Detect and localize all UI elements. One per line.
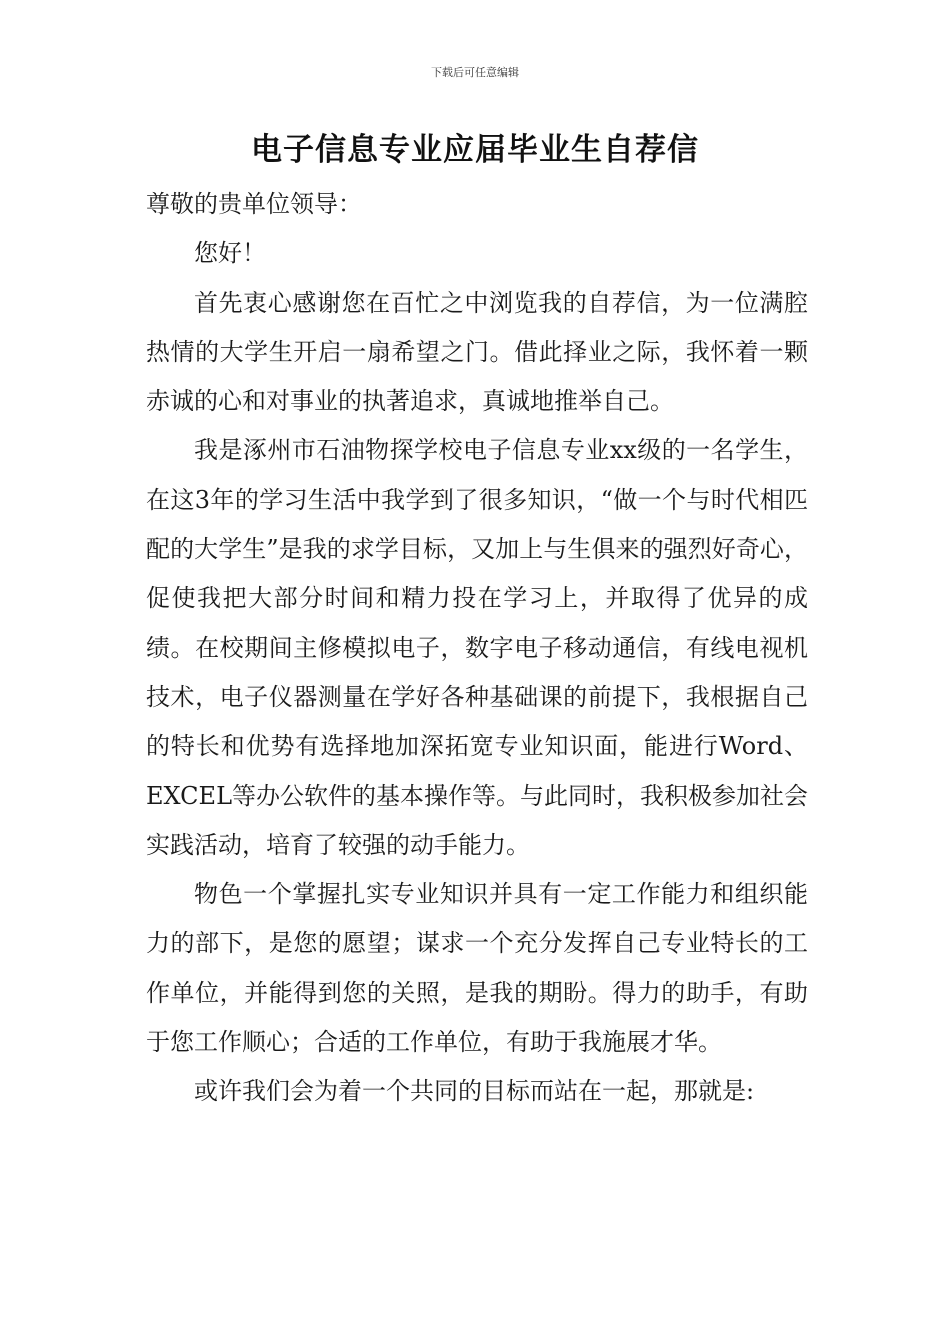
paragraph-intro: 首先衷心感谢您在百忙之中浏览我的自荐信，为一位满腔热情的大学生开启一扇希望之门。借此择业之际，我怀着一颗赤诚的心和对事业的执著追求，真诚地推举自己。 <box>146 288 808 416</box>
paragraph-closing-start: 或许我们会为着一个共同的目标而站在一起，那就是: <box>194 1077 755 1106</box>
letter-body <box>146 180 808 1117</box>
header-note: 下载后可任意编辑 <box>431 66 519 79</box>
paragraph-aspiration: 物色一个掌握扎实专业知识并具有一定工作能力和组织能力的部下，是您的愿望；谋求一个充分发挥自己专业特长的工作单位，并能得到您的关照，是我的期盼。得力的助手，有助于您工作顺心；合适的工作单位，有助于我施展才华。 <box>146 880 808 1057</box>
document-title: 电子信息专业应届毕业生自荐信 <box>251 132 699 168</box>
salutation: 尊敬的贵单位领导： <box>146 190 362 218</box>
greeting: 您好！ <box>194 239 266 268</box>
paragraph-background: 我是涿州市石油物探学校电子信息专业xx级的一名学生，在这3年的学习生活中我学到了很多知识，“做一个与时代相匹配的大学生”是我的求学目标，又加上与生俱来的强烈好奇心，促使我把大部分时间和精力投在学习上，并取得了优异的成绩。在校期间主修模拟电子，数字电子移动通信，有线电视机技术，电子仪器测量在学好各种基础课的前提下，我根据自己的特长和优势有选择地加深拓宽专业知识面，能进行Word、EXCEL等办公软件的基本操作等。与此同时，我积极参加社会实践活动，培育了较强的动手能力。 <box>146 436 809 859</box>
